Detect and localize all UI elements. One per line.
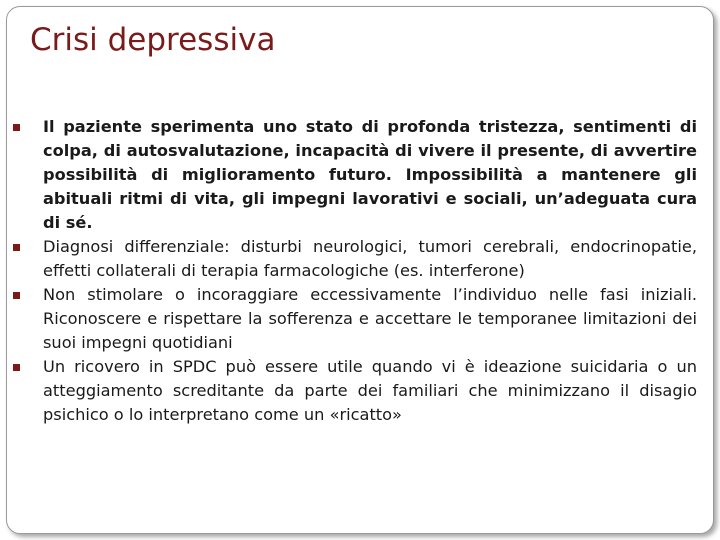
bullet-item <box>0 355 697 427</box>
square-bullet-icon <box>13 364 20 371</box>
bullet-text: Il paziente sperimenta uno stato di profonda tristezza, sentimenti di colpa, di autosvalutazione, incapacità di vivere il presente, di avvertire possibilità di miglioramento futuro. Impossibilità a mantenere gli abituali ritmi di vita, gli impegni lavorativi e sociali, un’adeguata cura di sé. <box>43 117 697 232</box>
bullet-list <box>0 115 720 427</box>
square-bullet-icon <box>13 244 20 251</box>
bullet-item <box>0 115 697 235</box>
square-bullet-icon <box>13 124 20 131</box>
slide-title: Crisi depressiva <box>30 22 276 58</box>
square-bullet-icon <box>13 292 20 299</box>
bullet-item <box>0 283 697 355</box>
bullet-item <box>0 235 697 283</box>
bullet-text: Un ricovero in SPDC può essere utile quando vi è ideazione suicidaria o un atteggiamento screditante da parte dei familiari che minimizzano il disagio psichico o lo interpretano come un «ricatto» <box>43 357 697 424</box>
bullet-text: Non stimolare o incoraggiare eccessivamente l’individuo nelle fasi iniziali. Riconoscere e rispettare la sofferenza e accettare le temporanee limitazioni dei suoi impegni quotidiani <box>43 285 697 352</box>
bullet-text: Diagnosi differenziale: disturbi neurologici, tumori cerebrali, endocrinopatie, effetti collaterali di terapia farmacologiche (es. interferone) <box>43 237 697 280</box>
